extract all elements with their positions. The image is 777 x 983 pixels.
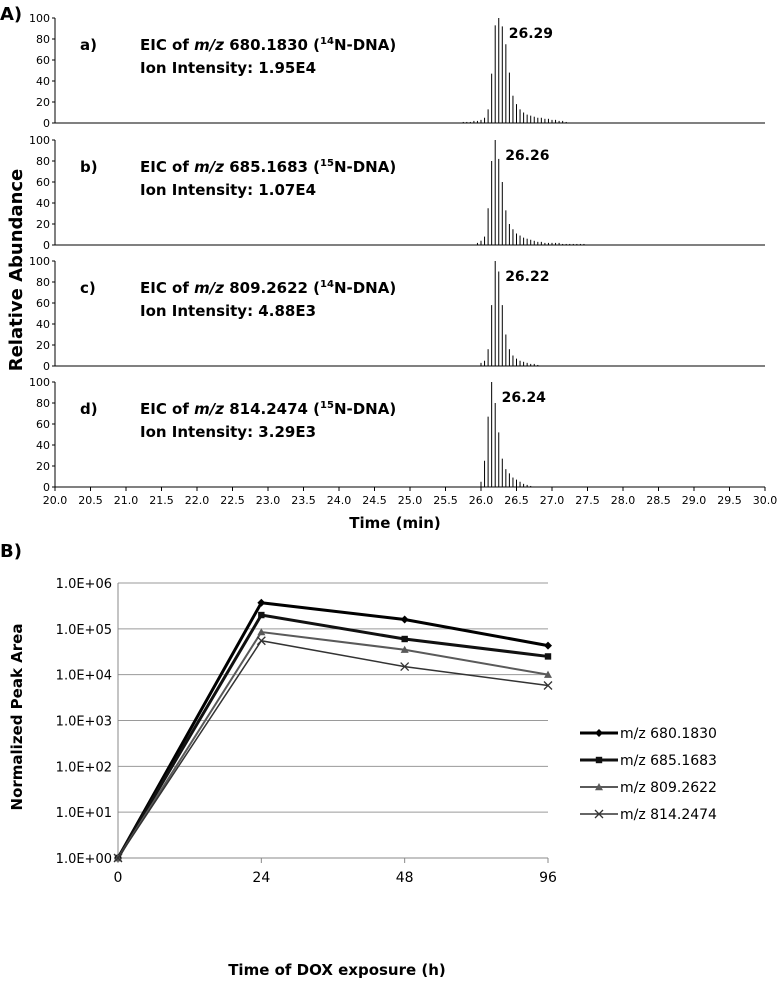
eic-title-suffix: N-DNA) (333, 279, 397, 297)
y-tick-label: 40 (36, 197, 50, 210)
series-0 (114, 599, 552, 862)
eic-title-suffix: N-DNA) (333, 158, 397, 176)
x-tick-label: 22.0 (184, 494, 210, 507)
marker-square (401, 636, 407, 642)
eic-title-italic: m/z (194, 36, 224, 54)
marker-diamond (544, 642, 552, 650)
x-tick-label: 96 (539, 870, 557, 886)
eic-title (140, 158, 396, 176)
x-tick-label: 27.5 (575, 494, 600, 507)
eic-title-prefix: EIC of (140, 36, 195, 54)
y-tick-label: 80 (36, 276, 50, 289)
peak-label: 26.24 (501, 390, 546, 406)
y-tick-label: 20 (36, 218, 50, 231)
x-tick-label: 29.0 (681, 494, 707, 507)
marker-diamond (595, 729, 603, 737)
series-2 (114, 628, 552, 861)
x-tick-label: 24.5 (362, 494, 387, 507)
panel-b-ylabel: Normalized Peak Area (8, 623, 26, 811)
eic-title-sup: 14 (320, 279, 334, 290)
y-tick-label: 1.0E+06 (55, 577, 112, 592)
legend-item (580, 780, 717, 796)
panel-sub-label: a) (80, 36, 97, 54)
peak-label: 26.26 (505, 148, 550, 164)
y-tick-label: 20 (36, 96, 50, 109)
x-tick-label: 27.0 (539, 494, 565, 507)
panel-b-label: B) (0, 541, 22, 562)
y-tick-label: 20 (36, 339, 50, 352)
y-tick-label: 60 (36, 297, 50, 310)
y-tick-label: 100 (29, 12, 50, 25)
y-tick-label: 100 (29, 376, 50, 389)
y-tick-label: 60 (36, 54, 50, 67)
eic-title-italic: m/z (194, 400, 224, 418)
y-tick-label: 1.0E+02 (55, 760, 112, 776)
eic-title-prefix: EIC of (140, 158, 195, 176)
eic-panel-b (29, 134, 765, 252)
eic-panels (29, 12, 765, 494)
eic-title-italic: m/z (194, 158, 224, 176)
eic-title (140, 400, 396, 418)
y-tick-label: 80 (36, 397, 50, 410)
peak-label: 26.29 (508, 26, 554, 42)
marker-diamond (401, 615, 409, 623)
y-tick-label: 100 (29, 134, 50, 147)
eic-title-prefix: EIC of (140, 279, 195, 297)
eic-panel-d (29, 376, 765, 494)
y-tick-label: 60 (36, 176, 50, 189)
ion-intensity: Ion Intensity: 1.07E4 (140, 181, 317, 199)
legend (580, 726, 717, 823)
y-tick-label: 40 (36, 318, 50, 331)
x-tick-label: 29.5 (717, 494, 742, 507)
panel-a-xlabel: Time (min) (349, 514, 441, 532)
eic-title-prefix: EIC of (140, 400, 195, 418)
eic-title-sup: 14 (320, 36, 334, 47)
y-tick-label: 80 (36, 155, 50, 168)
eic-title-mz: 809.2622 ( (223, 279, 321, 297)
y-tick-label: 1.0E+04 (55, 668, 112, 684)
x-tick-label: 20.5 (78, 494, 103, 507)
y-tick-label: 0 (43, 239, 50, 252)
x-tick-label: 26.0 (468, 494, 494, 507)
eic-title-sup: 15 (320, 158, 334, 169)
marker-square (258, 612, 264, 618)
x-tick-label: 21.5 (149, 494, 174, 507)
marker-square (545, 653, 551, 659)
legend-label: m/z 814.2474 (620, 807, 717, 823)
legend-label: m/z 680.1830 (620, 726, 717, 742)
peak-label: 26.22 (505, 269, 550, 285)
x-tick-label: 21.0 (113, 494, 139, 507)
x-tick-label: 28.5 (646, 494, 671, 507)
legend-label: m/z 809.2622 (620, 780, 717, 796)
eic-title (140, 36, 396, 54)
x-tick-label: 25.5 (433, 494, 458, 507)
x-tick-label: 30.0 (752, 494, 777, 507)
x-tick-label: 0 (113, 870, 123, 886)
panel-a-label: A) (0, 4, 23, 25)
y-tick-label: 1.0E+03 (55, 714, 112, 730)
panel-sub-label: d) (80, 400, 98, 418)
eic-title-sup: 15 (320, 400, 334, 411)
y-tick-label: 60 (36, 418, 50, 431)
y-tick-label: 20 (36, 460, 50, 473)
x-tick-label: 25.0 (397, 494, 423, 507)
ion-intensity: Ion Intensity: 3.29E3 (140, 423, 317, 441)
panel-sub-label: b) (80, 158, 98, 176)
legend-label: m/z 685.1683 (620, 753, 717, 769)
y-tick-label: 40 (36, 439, 50, 452)
y-tick-label: 1.0E+00 (55, 852, 112, 867)
x-tick-label: 24 (252, 870, 271, 886)
x-tick-label: 26.5 (504, 494, 529, 507)
eic-title-suffix: N-DNA) (333, 400, 397, 418)
y-tick-label: 0 (43, 117, 50, 130)
eic-title-italic: m/z (194, 279, 224, 297)
eic-panel-a (29, 12, 765, 130)
series-line (118, 615, 548, 858)
y-tick-label: 1.0E+01 (55, 806, 112, 822)
legend-item (580, 753, 717, 769)
x-tick-label: 48 (395, 870, 414, 886)
ion-intensity: Ion Intensity: 1.95E4 (140, 59, 317, 77)
x-tick-label: 23.0 (255, 494, 281, 507)
line-chart (56, 577, 557, 886)
x-tick-label: 24.0 (326, 494, 352, 507)
y-tick-label: 0 (43, 360, 50, 373)
y-tick-label: 0 (43, 481, 50, 494)
marker-square (596, 757, 602, 763)
ion-intensity: Ion Intensity: 4.88E3 (140, 302, 317, 320)
panel-b-xlabel: Time of DOX exposure (h) (228, 961, 446, 979)
x-tick-label: 22.5 (220, 494, 245, 507)
eic-panel-c (29, 255, 765, 373)
x-tick-label: 28.0 (610, 494, 636, 507)
eic-title-suffix: N-DNA) (333, 36, 397, 54)
panel-sub-label: c) (80, 279, 96, 297)
y-tick-label: 80 (36, 33, 50, 46)
panel-a-x-axis (43, 487, 777, 507)
eic-title-mz: 814.2474 ( (223, 400, 321, 418)
legend-item (580, 726, 717, 742)
y-tick-label: 40 (36, 75, 50, 88)
x-tick-label: 20.0 (42, 494, 68, 507)
eic-title-mz: 680.1830 ( (223, 36, 321, 54)
eic-title (140, 279, 396, 297)
series-1 (115, 612, 551, 861)
x-tick-label: 23.5 (291, 494, 316, 507)
legend-item (580, 807, 717, 823)
y-tick-label: 1.0E+05 (55, 622, 112, 638)
panel-a-ylabel: Relative Abundance (6, 168, 27, 372)
eic-title-mz: 685.1683 ( (223, 158, 321, 176)
y-tick-label: 100 (29, 255, 50, 268)
